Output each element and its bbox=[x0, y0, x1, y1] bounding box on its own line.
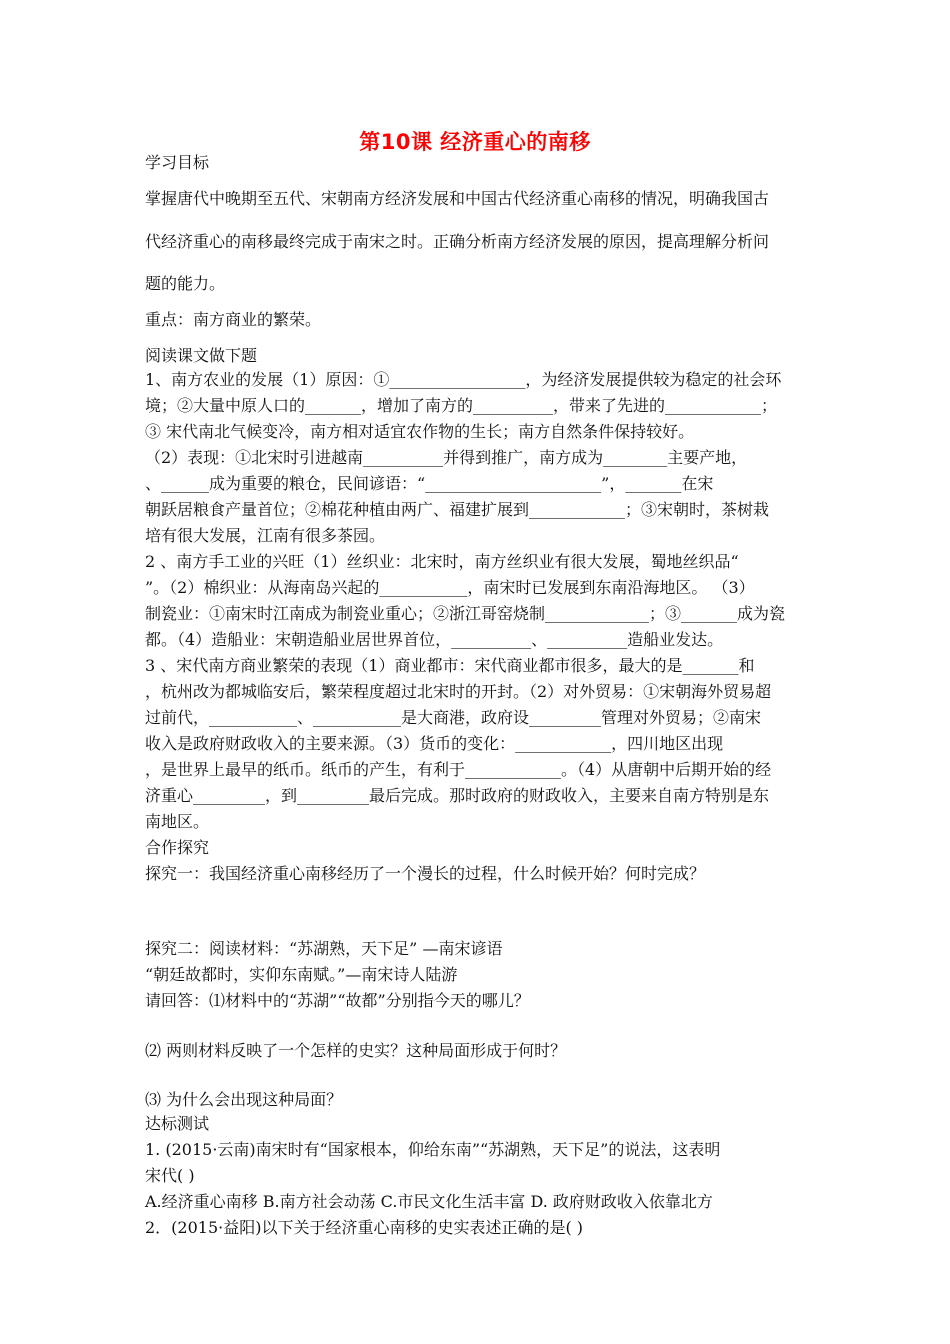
text-line: 探究一：我国经济重心南移经历了一个漫长的过程，什么时候开始？何时完成？ bbox=[145, 864, 706, 883]
text-line: 1. (2015·云南)南宋时有“国家根本，仰给东南”“苏湖熟，天下足”的说法，这表明 bbox=[145, 1140, 721, 1159]
text-line: 达标测试 bbox=[145, 1114, 210, 1133]
text-line: 培有很大发展，江南有很多茶园。 bbox=[145, 526, 386, 545]
text-line: 、______成为重要的粮仓，民间谚语：“______________________”，_______在宋 bbox=[145, 474, 714, 493]
text-line: 代经济重心的南移最终完成于南宋之时。正确分析南方经济发展的原因，提高理解分析问 bbox=[145, 232, 770, 251]
text-line: 1、南方农业的发展（1）原因：①_________________，为经济发展提供较为稳定的社会环 bbox=[145, 370, 782, 389]
text-line: 南地区。 bbox=[145, 812, 210, 831]
text-line: ”。（2）棉织业：从海南岛兴起的___________，南宋时已发展到东南沿海地区。 （3） bbox=[145, 578, 755, 597]
text-line: 过前代，___________、___________是大商港，政府设_________管理对外贸易；②南宋 bbox=[145, 708, 762, 727]
text-line: 探究二：阅读材料：“苏湖熟，天下足” —南宋谚语 bbox=[145, 939, 503, 958]
text-line: 阅读课文做下题 bbox=[145, 346, 258, 365]
text-line: 2 、南方手工业的兴旺（1）丝织业：北宋时，南方丝织业有很大发展，蜀地丝织品“ bbox=[145, 552, 739, 571]
text-line: 2．(2015·益阳)以下关于经济重心南移的史实表述正确的是( ) bbox=[145, 1218, 584, 1237]
text-line: A.经济重心南移 B.南方社会动荡 C.市民文化生活丰富 D. 政府财政收入依靠北方 bbox=[145, 1192, 713, 1211]
text-line: 学习目标 bbox=[145, 153, 210, 172]
page-title: 第10课 经济重心的南移 bbox=[359, 130, 591, 154]
text-line: （2）表现：①北宋时引进越南__________并得到推广，南方成为________主要产地， bbox=[145, 448, 748, 467]
text-line: ⑵ 两则材料反映了一个怎样的史实？这种局面形成于何时？ bbox=[145, 1041, 567, 1060]
text-line: ，杭州改为都城临安后，繁荣程度超过北宋时的开封。（2）对外贸易：①宋朝海外贸易超 bbox=[145, 682, 772, 701]
text-line: 掌握唐代中晚期至五代、宋朝南方经济发展和中国古代经济重心南移的情况，明确我国古 bbox=[145, 189, 770, 208]
text-line: 重点：南方商业的繁荣。 bbox=[145, 310, 322, 329]
text-line: 都。（4）造船业：宋朝造船业居世界首位，__________、__________造船业发达。 bbox=[145, 630, 724, 649]
text-line: 济重心_________，到_________最后完成。那时政府的财政收入，主要来自南方特别是东 bbox=[145, 786, 770, 805]
text-line: 题的能力。 bbox=[145, 274, 226, 293]
text-line: 3 、宋代南方商业繁荣的表现（1）商业都市：宋代商业都市很多，最大的是_______和 bbox=[145, 656, 755, 675]
text-line: 宋代( ) bbox=[145, 1166, 195, 1185]
text-line: ，是世界上最早的纸币。纸币的产生，有利于____________。（4）从唐朝中后期开始的经 bbox=[145, 760, 772, 779]
text-line: “朝廷故都时，实仰东南赋。”—南宋诗人陆游 bbox=[145, 965, 458, 984]
text-line: 境；②大量中原人口的_______，增加了南方的__________，带来了先进的____________； bbox=[145, 396, 778, 415]
text-line: 收入是政府财政收入的主要来源。（3）货币的变化：____________，四川地区出现 bbox=[145, 734, 724, 753]
text-line: ③ 宋代南北气候变冷，南方相对适宜农作物的生长；南方自然条件保持较好。 bbox=[145, 422, 695, 441]
text-line: 朝跃居粮食产量首位；②棉花种植由两广、福建扩展到____________；③宋朝时，茶树栽 bbox=[145, 500, 770, 519]
text-line: 请回答：⑴材料中的“苏湖”“故都”分别指今天的哪儿？ bbox=[145, 991, 530, 1010]
text-line: ⑶ 为什么会出现这种局面？ bbox=[145, 1090, 343, 1109]
text-line: 制瓷业：①南宋时江南成为制瓷业重心；②浙江哥窑烧制_____________；③_______成为瓷 bbox=[145, 604, 786, 623]
text-line: 合作探究 bbox=[145, 838, 210, 857]
